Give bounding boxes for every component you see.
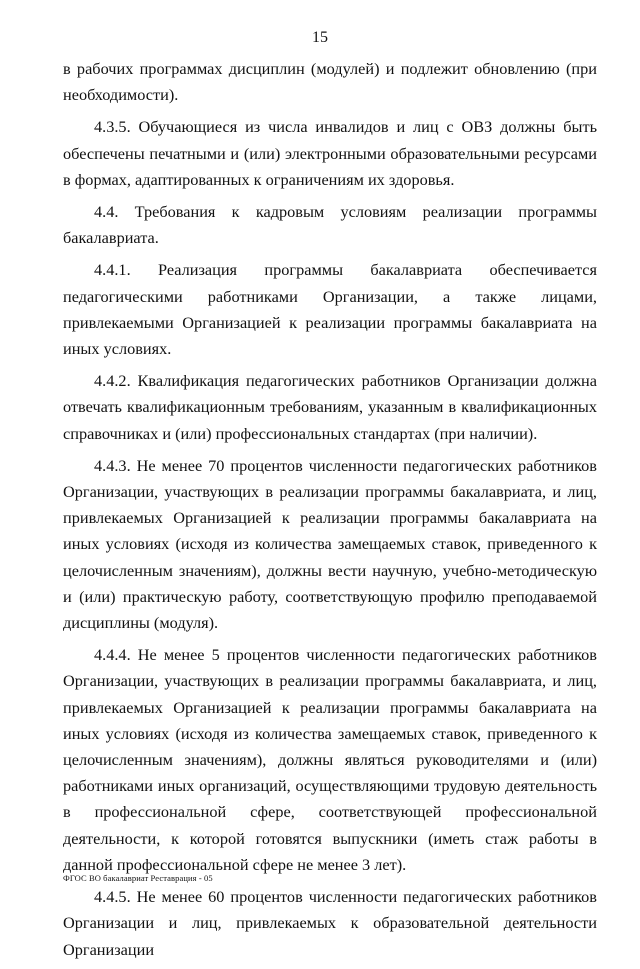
paragraph-4-3-5: 4.3.5. Обучающиеся из числа инвалидов и лиц с ОВЗ должны быть обеспечены печатными и (или) электронными образовательными ресурсами в формах, адаптированных к ограничениям их здоровья. bbox=[63, 117, 597, 189]
paragraph-4-4-3: 4.4.3. Не менее 70 процентов численности педагогических работников Организации, участвующих в реализации программы бакалавриата, и лиц, привлекаемых Организацией к реализации программы бакалавриата на иных условиях (исходя из количества замещаемых ставок, приведенного к целочисленным значениям), должны вести научную, учебно-методическую и (или) практическую работу, соответствующую профилю преподаваемой дисциплины (модуля). bbox=[63, 455, 597, 633]
paragraph-4-4-5: 4.4.5. Не менее 60 процентов численности педагогических работников Организации и лиц, привлекаемых к образовательной деятельности Организации bbox=[63, 887, 597, 959]
paragraph-4-4-2: 4.4.2. Квалификация педагогических работников Организации должна отвечать квалификационным требованиям, указанным в квалификационных справочниках и (или) профессиональных стандартах (при наличии). bbox=[63, 371, 597, 443]
paragraph-continuation: в рабочих программах дисциплин (модулей) и подлежит обновлению (при необходимости). bbox=[63, 59, 597, 105]
paragraph-4-4: 4.4. Требования к кадровым условиям реализации программы бакалавриата. bbox=[63, 202, 597, 248]
paragraph-4-4-1: 4.4.1. Реализация программы бакалавриата обеспечивается педагогическими работниками Организации, а также лицами, привлекаемыми Организацией к реализации программы бакалавриата на иных условиях. bbox=[63, 260, 597, 359]
body-text bbox=[63, 56, 597, 969]
paragraph-4-4-4: 4.4.4. Не менее 5 процентов численности педагогических работников Организации, участвующих в реализации программы бакалавриата, и лиц, привлекаемых Организацией к реализации программы бакалавриата на иных условиях (исходя из количества замещаемых ставок, приведенного к целочисленным значениям), должны являться руководителями и (или) работниками иных организаций, осуществляющими трудовую деятельность в профессиональной сфере, соответствующей профессиональной деятельности, к которой готовятся выпускники (иметь стаж работы в данной профессиональной сфере не менее 3 лет). bbox=[63, 645, 597, 874]
page-number: 15 bbox=[312, 29, 328, 46]
page-footer: ФГОС ВО бакалавриат Реставрация - 05 bbox=[63, 873, 213, 883]
